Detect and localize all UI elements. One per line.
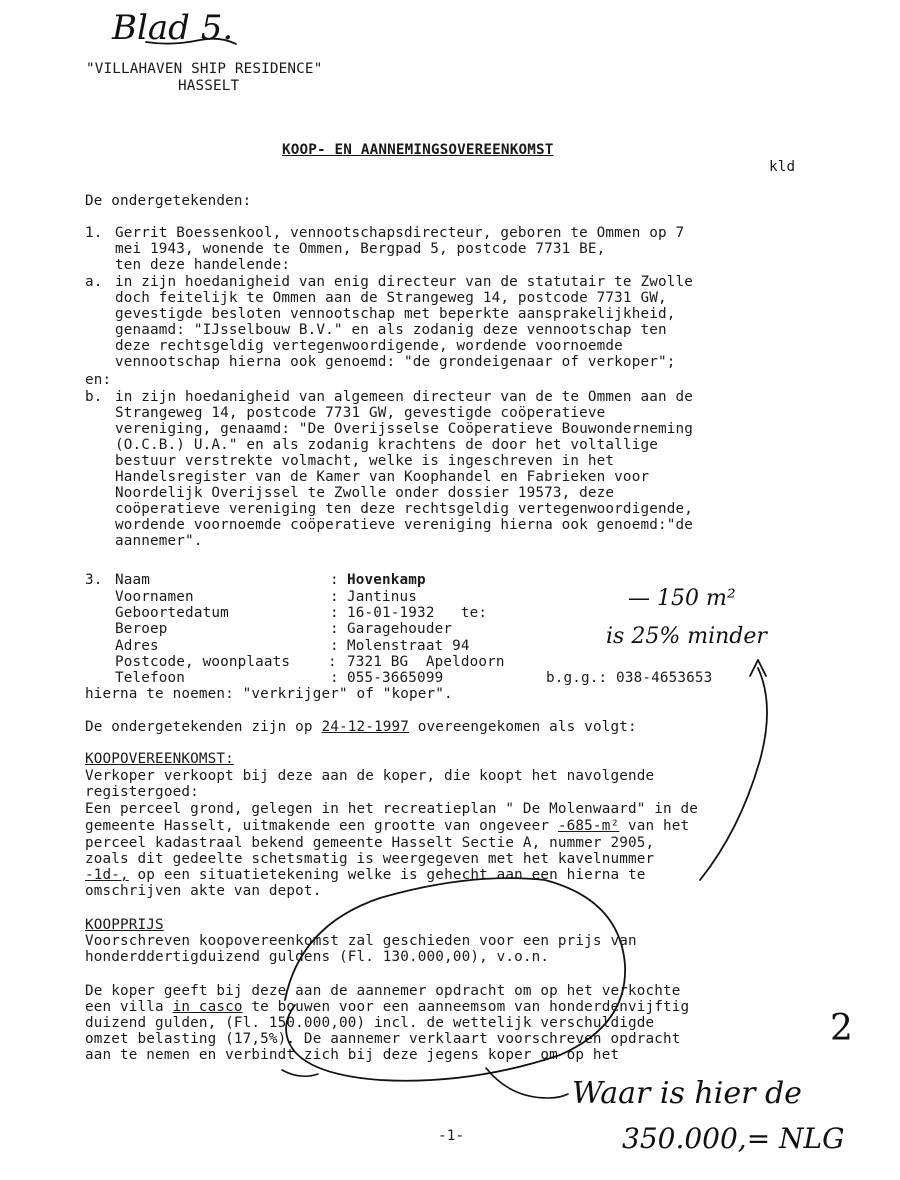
handwritten-margin-number: 2 [830,1008,853,1049]
plot-area: -685-m² [557,818,620,834]
ink-tail-stroke [282,1070,318,1076]
construction-line: aan te nemen en verbindt zich bij deze jegens koper om op het [85,1047,620,1063]
capacity-b-line: Noordelijk Overijssel te Zwolle onder dossier 19573, deze [115,485,615,501]
field-colon: : [330,670,339,686]
purchase-line: zoals dit gedeelte schetsmatig is weergegeven met het kavelnummer [85,851,655,867]
field-value-beroep: Garagehouder [347,621,453,637]
price-heading: KOOPPRIJS [85,917,164,933]
field-colon: : [330,605,339,621]
field-value-geboortedatum: 16-01-1932 te: [347,605,488,621]
field-label-voornamen: Voornamen [115,589,194,605]
capacity-b-line: (O.C.B.) U.A." en als zodanig krachtens de door het voltallige [115,437,658,453]
handwritten-question-note: Waar is hier de [572,1076,802,1111]
intro-line: De ondergetekenden: [85,193,252,209]
ink-arrow-line [700,668,767,880]
capacity-a-line: doch feitelijk te Ommen aan de Strangeweg 14, postcode 7731 GW, [115,290,667,306]
field-label-adres: Adres [115,638,159,654]
agreement-date: 24-12-1997 [321,719,410,735]
capacity-b-line: Strangeweg 14, postcode 7731 GW, gevestigde coöperatieve [115,405,606,421]
field-value-naam: Hovenkamp [347,572,426,588]
party-1-number: 1. [85,225,103,241]
price-line: Voorschreven koopovereenkomst zal geschieden voor een prijs van [85,933,637,949]
capacity-b-line: wordende voornoemde coöperatieve vereniging hierna ook genoemd:"de [115,517,693,533]
capacity-a-line: in zijn hoedanigheid van enig directeur van de statutair te Zwolle [115,274,693,290]
construction-line: omzet belasting (17,5%). De aannemer verklaart voorschreven opdracht [85,1031,681,1047]
field-value-telefoon: 055-3665099 [347,670,444,686]
capacity-b-line: aannemer". [115,533,203,549]
reference-code: kld [769,159,796,175]
lot-number: -1d-, [85,867,129,883]
agreement-prefix: De ondergetekenden zijn op [85,719,322,735]
party-1-line: ten deze handelende: [115,257,291,273]
construction-line-text: een villa [85,999,173,1015]
field-value-adres: Molenstraat 94 [347,638,470,654]
purchase-line: perceel kadastraal bekend gemeente Hasselt Sectie A, nummer 2905, [85,835,655,851]
document-title: KOOP- EN AANNEMINGSOVEREENKOMST [282,142,554,158]
purchase-line: registergoed: [85,784,199,800]
capacity-a-line: genaamd: "IJsselbouw B.V." en als zodanig deze vennootschap ten [115,322,667,338]
capacity-a-line: gevestigde besloten vennootschap met beperkte aansprakelijkheid, [115,306,676,322]
party-1-line: mei 1943, wonende te Ommen, Bergpad 5, postcode 7731 BE, [115,241,606,257]
capacity-a-line: vennootschap hierna ook genoemd: "de grondeigenaar of verkoper"; [115,354,676,370]
alternate-phone: b.g.g.: 038-4653653 [546,670,713,686]
field-colon: : [330,589,339,605]
field-value-postcode: 7321 BG Apeldoorn [347,654,505,670]
field-value-voornamen: Jantinus [347,589,418,605]
purchase-line [85,818,689,834]
field-colon: : [330,621,339,637]
purchase-line: Een perceel grond, gelegen in het recreatieplan " De Molenwaard" in de [85,801,699,817]
construction-line: duizend gulden, (Fl. 150.000,00) incl. de wettelijk verschuldigde [85,1015,655,1031]
page-number: -1- [438,1128,465,1144]
purchase-line: omschrijven akte van depot. [85,883,322,899]
handwritten-amount-note: 350.000,= NLG [622,1122,845,1155]
field-colon: : [330,638,339,654]
capacity-a-line: deze rechtsgeldig vertegenwoordigende, wordende voornoemde [115,338,623,354]
party-1-line: Gerrit Boessenkool, vennootschapsdirecteur, geboren te Ommen op 7 [115,225,685,241]
handwritten-area-note: — 150 m² [628,586,736,611]
price-line: honderddertigduizend guldens (Fl. 130.000,00), v.o.n. [85,949,550,965]
capacity-b-label: b. [85,389,103,405]
capacity-b-line: Handelsregister van de Kamer van Koophandel en Fabrieken voor [115,469,650,485]
field-label-geboortedatum: Geboortedatum [115,605,229,621]
capacity-a-label: a. [85,274,103,290]
purchase-line: Verkoper verkoopt bij deze aan de koper, die koopt het navolgende [85,768,655,784]
construction-line: De koper geeft bij deze aan de aannemer opdracht om op het verkochte [85,983,681,999]
handwritten-less-note: is 25% minder [606,624,767,649]
purchase-line [85,867,646,883]
buyer-designation: hierna te noemen: "verkrijger" of "koper". [85,686,453,702]
project-location: HASSELT [178,78,240,94]
purchase-line-text: gemeente Hasselt, uitmakende een grootte van ongeveer [85,818,558,834]
capacity-b-line: coöperatieve vereniging ten deze rechtsgeldig vertegenwoordigende, [115,501,693,517]
conjunction: en: [85,372,112,388]
purchase-line-text: op een situatietekening welke is gehecht aan een hierna te [128,867,646,883]
ink-arrow-head [750,660,766,676]
project-name: "VILLAHAVEN SHIP RESIDENCE" [86,61,323,77]
field-label-beroep: Beroep [115,621,168,637]
handwritten-header-note: Blad 5. [112,8,234,48]
field-label-naam: Naam [115,572,151,588]
in-casco: in casco [172,999,243,1015]
field-colon: : [330,572,339,588]
agreement-suffix: overeengekomen als volgt: [409,719,637,735]
field-colon: : [328,654,337,670]
purchase-line-text: van het [619,818,690,834]
construction-line-text: te bouwen voor een aanneemsom van honderdenvijftig [242,999,690,1015]
agreement-line [85,719,637,735]
party-3-number: 3. [85,572,103,588]
field-label-postcode: Postcode, woonplaats [115,654,291,670]
ink-connector-stroke [486,1068,568,1098]
capacity-b-line: bestuur verstrekte volmacht, welke is ingeschreven in het [115,453,615,469]
capacity-b-line: in zijn hoedanigheid van algemeen directeur van de te Ommen aan de [115,389,693,405]
field-label-telefoon: Telefoon [115,670,186,686]
purchase-heading: KOOPOVEREENKOMST: [85,751,234,767]
capacity-b-line: vereniging, genaamd: "De Overijsselse Coöperatieve Bouwonderneming [115,421,693,437]
construction-line [85,999,689,1015]
